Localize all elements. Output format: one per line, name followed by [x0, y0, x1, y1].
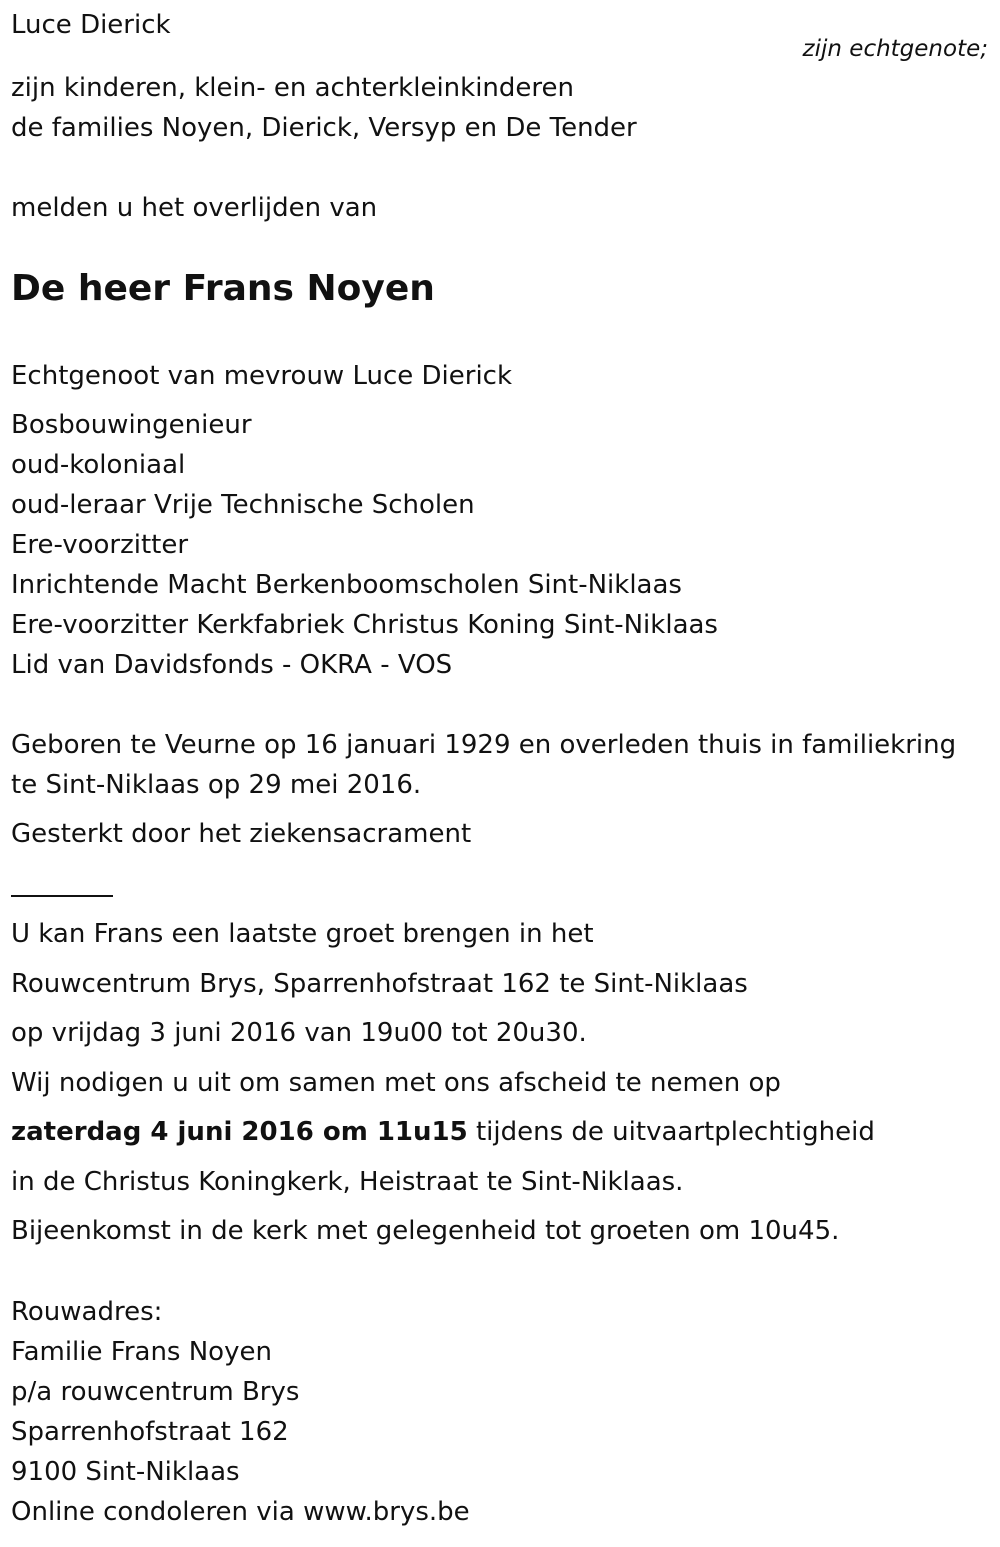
funeral-line-3: in de Christus Koningkerk, Heistraat te Sint-Niklaas. — [11, 1167, 684, 1197]
address-label: Rouwadres: — [11, 1297, 163, 1327]
sacrament-line: Gesterkt door het ziekensacrament — [11, 819, 472, 849]
title-line: Ere-voorzitter Kerkfabriek Christus Koning Sint-Niklaas — [11, 610, 718, 640]
funeral-date-line — [11, 1112, 875, 1152]
address-line: p/a rouwcentrum Brys — [11, 1377, 300, 1407]
visitation-line-2: Rouwcentrum Brys, Sparrenhofstraat 162 te Sint-Niklaas — [11, 969, 748, 999]
birth-death-line-2: te Sint-Niklaas op 29 mei 2016. — [11, 770, 422, 800]
family-line-1: zijn kinderen, klein- en achterkleinkinderen — [11, 73, 574, 103]
family-line-2: de families Noyen, Dierick, Versyp en De Tender — [11, 113, 637, 143]
spouse-label: zijn echtgenote; — [802, 36, 988, 62]
funeral-line-1: Wij nodigen u uit om samen met ons afscheid te nemen op — [11, 1068, 781, 1098]
condolence-line: Online condoleren via www.brys.be — [11, 1497, 470, 1527]
deceased-name: De heer Frans Noyen — [11, 268, 435, 309]
address-line: Sparrenhofstraat 162 — [11, 1417, 289, 1447]
spouse-name: Luce Dierick — [11, 10, 171, 40]
title-line: oud-koloniaal — [11, 450, 186, 480]
title-line: Lid van Davidsfonds - OKRA - VOS — [11, 650, 453, 680]
funeral-line-4: Bijeenkomst in de kerk met gelegenheid tot groeten om 10u45. — [11, 1216, 840, 1246]
visitation-line-1: U kan Frans een laatste groet brengen in het — [11, 919, 594, 949]
funeral-date: zaterdag 4 juni 2016 om 11u15 — [11, 1117, 468, 1147]
separator-line — [11, 895, 113, 897]
birth-death-line-1: Geboren te Veurne op 16 januari 1929 en overleden thuis in familiekring — [11, 730, 957, 760]
title-line: Bosbouwingenieur — [11, 410, 252, 440]
funeral-date-rest: tijdens de uitvaartplechtigheid — [467, 1117, 875, 1147]
address-line: Familie Frans Noyen — [11, 1337, 272, 1367]
title-line: Ere-voorzitter — [11, 530, 189, 560]
spouse-of: Echtgenoot van mevrouw Luce Dierick — [11, 361, 513, 391]
title-line: oud-leraar Vrije Technische Scholen — [11, 490, 475, 520]
title-line: Inrichtende Macht Berkenboomscholen Sint-Niklaas — [11, 570, 682, 600]
address-line: 9100 Sint-Niklaas — [11, 1457, 240, 1487]
announcement: melden u het overlijden van — [11, 193, 378, 223]
visitation-line-3: op vrijdag 3 juni 2016 van 19u00 tot 20u30. — [11, 1018, 587, 1048]
